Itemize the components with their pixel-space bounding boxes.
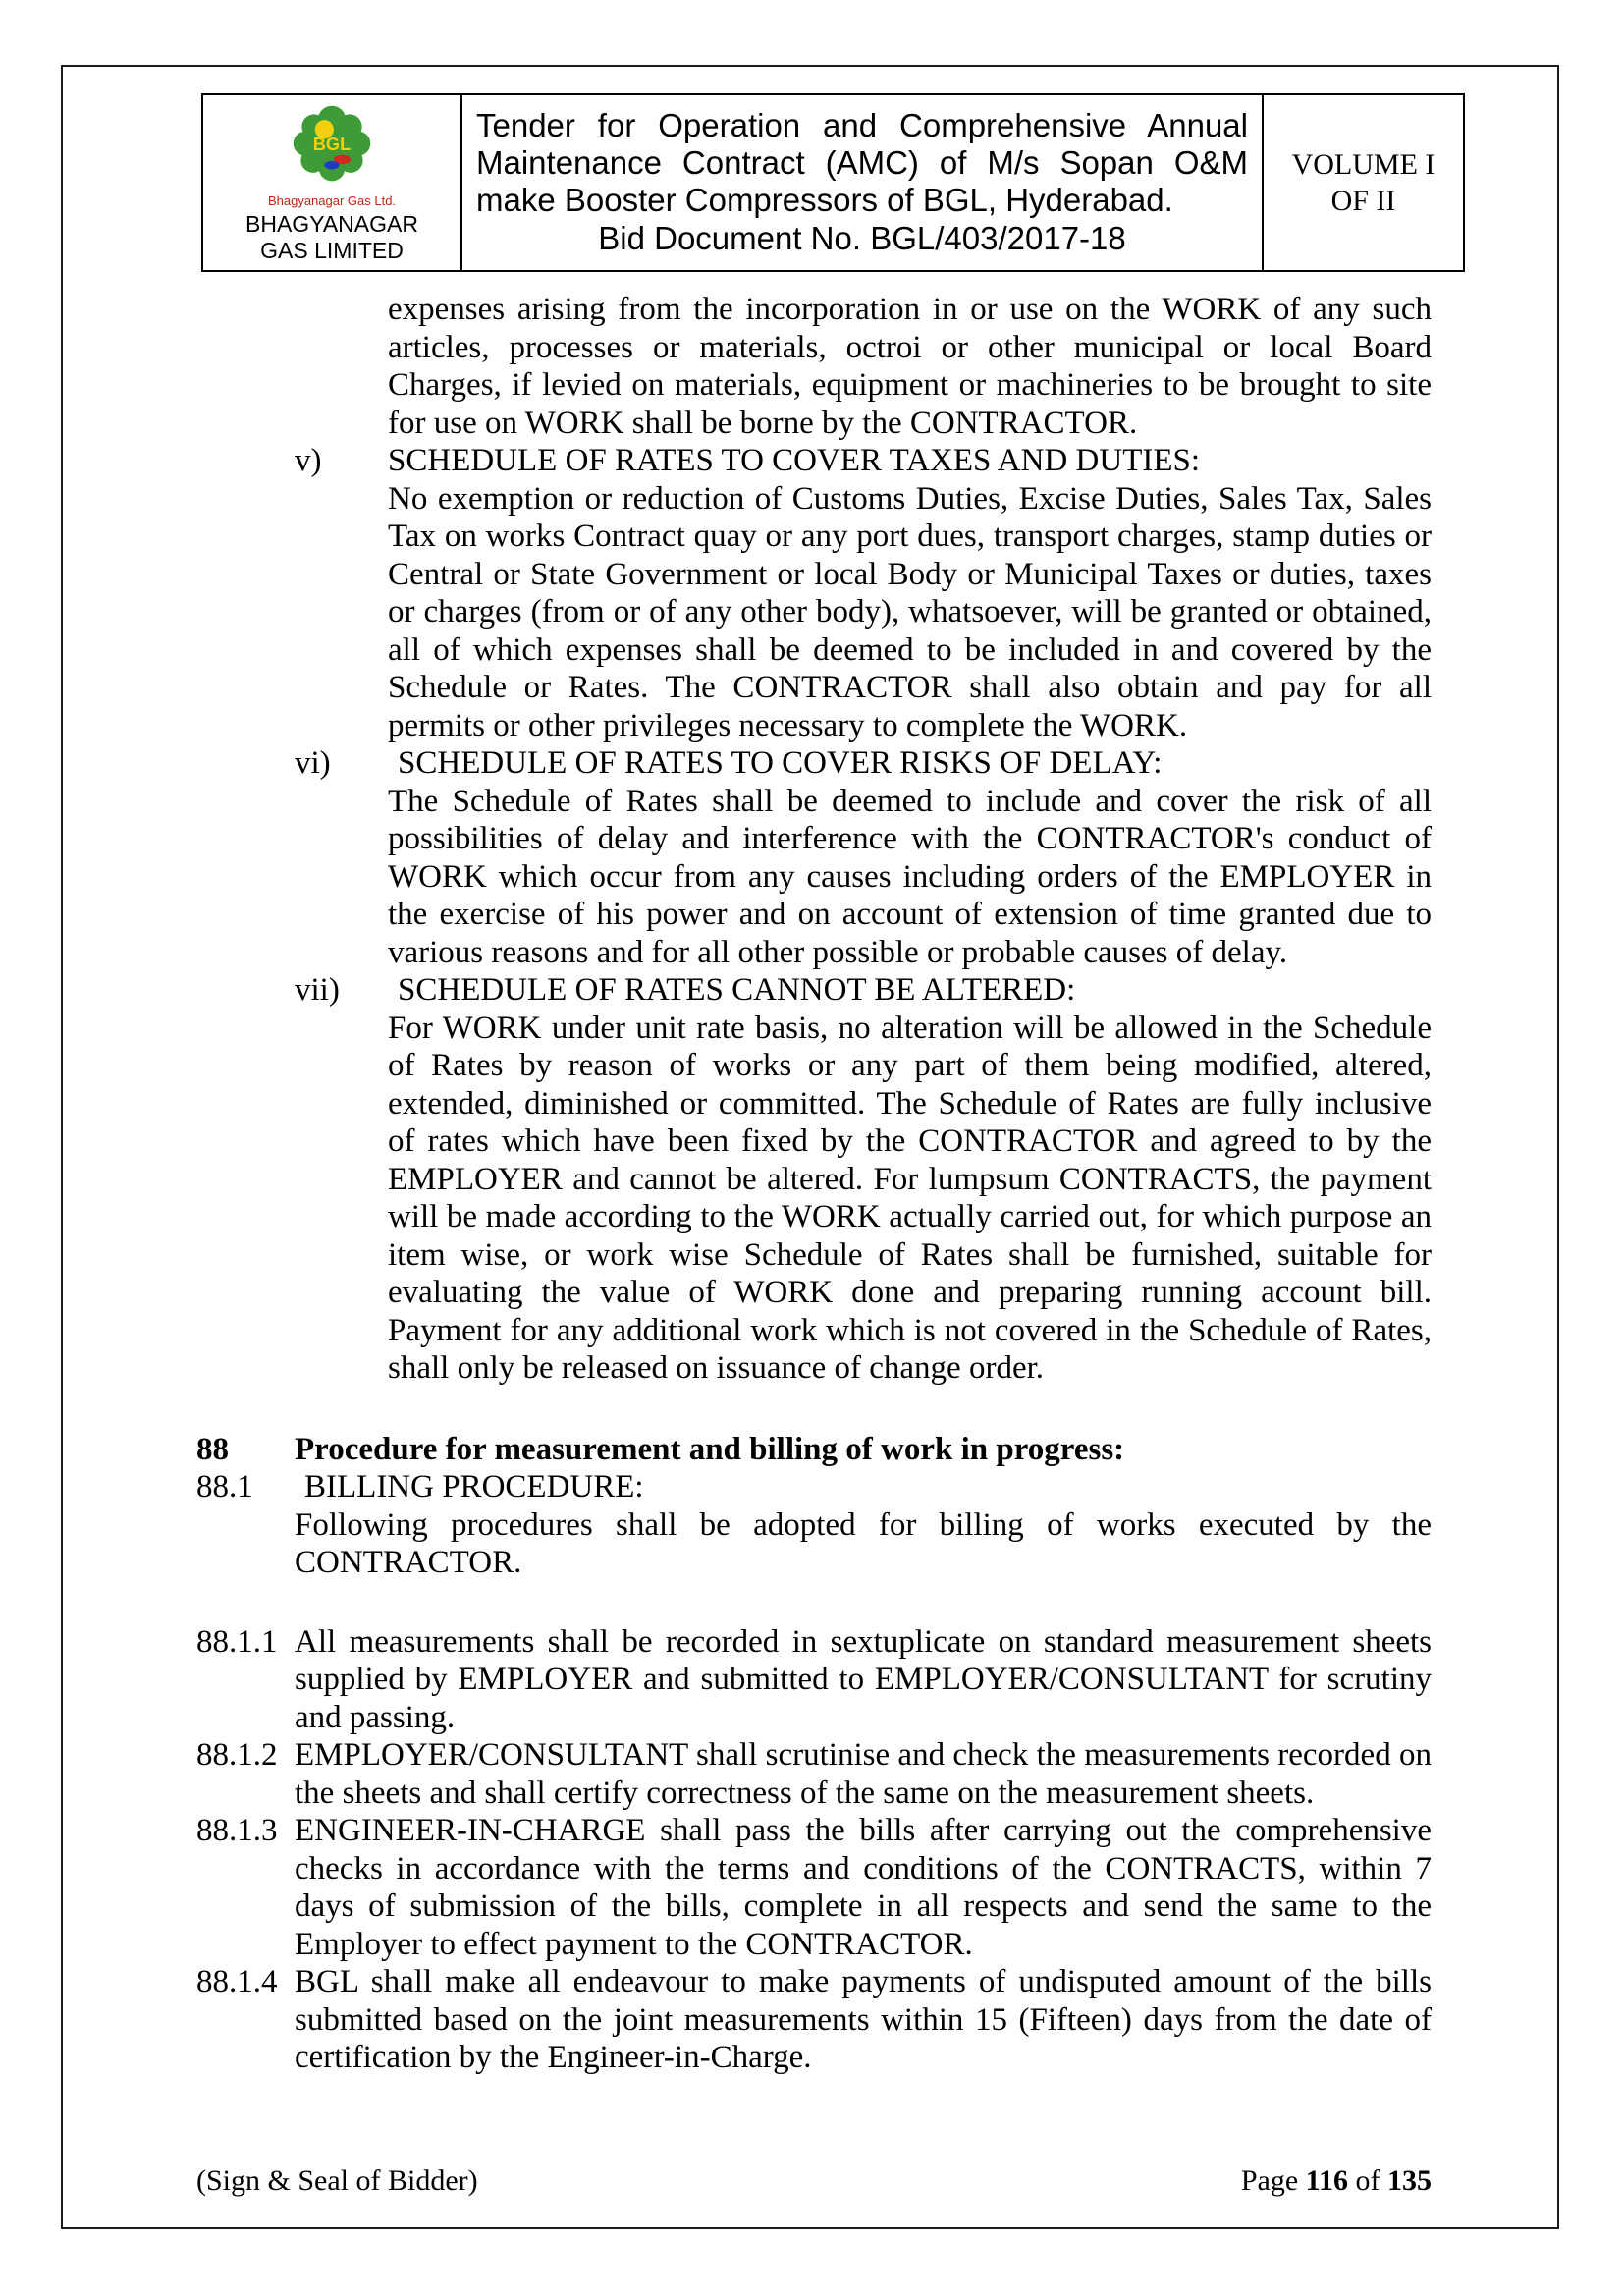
logo-caption: Bhagyanagar Gas Ltd. bbox=[267, 193, 397, 208]
clause-vii-marker: vii) bbox=[295, 972, 340, 1008]
document-body bbox=[196, 291, 1432, 2077]
section-88-1-heading: BILLING PROCEDURE: bbox=[304, 1469, 644, 1504]
section-88-1-text: Following procedures shall be adopted for billing of works executed by the CONTRACTOR. bbox=[295, 1506, 1432, 1580]
section-88-1-3-text: ENGINEER-IN-CHARGE shall pass the bills after carrying out the comprehensive checks in accordance with the terms and conditions of the CONTRACTS, within 7 days of submission of the bills, complete in all respects and send the same to the Employer to effect payment to the CONTRACTOR. bbox=[295, 1813, 1432, 1962]
section-88-1-2-text: EMPLOYER/CONSULTANT shall scrutinise and check the measurements recorded on the sheets and shall certify correctness of the same on the measurement sheets. bbox=[295, 1737, 1432, 1811]
clause-v-text: No exemption or reduction of Customs Duties, Excise Duties, Sales Tax, Sales Tax on works Contract quay or any port dues, transport charges, stamp duties or Central or State Government or local Body or Municipal Taxes or duties, taxes or charges (from or of any other body), whatsoever, will be granted or obtained, all of which expenses shall be deemed to be included in and covered by the Schedule or Rates. The CONTRACTOR shall also obtain and pay for all permits or other privileges necessary to complete the WORK. bbox=[388, 480, 1432, 743]
bgl-logo-icon bbox=[285, 101, 379, 196]
section-88-heading: Procedure for measurement and billing of work in progress: bbox=[295, 1431, 1125, 1467]
clause-vi-text: The Schedule of Rates shall be deemed to include and cover the risk of all possibilities of delay and interference with the CONTRACTOR's conduct of WORK which occur from any causes including orders of the EMPLOYER in the exercise of his power and on account of extension of time granted due to various reasons and for all other possible or probable causes of delay. bbox=[388, 783, 1432, 970]
of-label: of bbox=[1355, 2164, 1380, 2197]
clause-vii bbox=[295, 971, 1432, 1388]
clause-v bbox=[295, 442, 1432, 744]
bid-document-number: Bid Document No. BGL/403/2017-18 bbox=[598, 220, 1126, 256]
section-88-1 bbox=[196, 1468, 1432, 1582]
clause-vii-heading: SCHEDULE OF RATES CANNOT BE ALTERED: bbox=[398, 972, 1076, 1008]
clause-vi bbox=[295, 744, 1432, 971]
section-88-1-4-number: 88.1.4 bbox=[196, 1964, 278, 1999]
intro-paragraph: expenses arising from the incorporation in or use on the WORK of any such articles, processes or materials, octroi or other municipal or local Board Charges, if levied on materials, equipment or machineries to be brought to site for use on WORK shall be borne by the CONTRACTOR. bbox=[388, 292, 1432, 441]
section-88-1-2 bbox=[196, 1736, 1432, 1812]
section-88-1-4 bbox=[196, 1963, 1432, 2077]
section-88-1-1-text: All measurements shall be recorded in sextuplicate on standard measurement sheets supplied by EMPLOYER and submitted to EMPLOYER/CONSULTANT for scrutiny and passing. bbox=[295, 1623, 1432, 1735]
section-88-1-2-number: 88.1.2 bbox=[196, 1737, 278, 1773]
section-88-1-3-number: 88.1.3 bbox=[196, 1813, 278, 1848]
clause-vii-text: For WORK under unit rate basis, no alteration will be allowed in the Schedule of Rates by reason of works or any part of them being modified, altered, extended, diminished or committed. The Schedule of Rates are fully inclusive of rates which have been fixed by the CONTRACTOR and agreed to by the EMPLOYER and cannot be altered. For lumpsum CONTRACTS, the payment will be made according to the WORK actually carried out, for which purpose an item wise, or work wise Schedule of Rates shall be furnished, suitable for evaluating the value of WORK done and preparing running account bill. Payment for any additional work which is not covered in the Schedule of Rates, shall only be released on issuance of change order. bbox=[388, 1010, 1432, 1386]
header-title-cell bbox=[460, 95, 1262, 270]
volume-line-2: OF II bbox=[1330, 185, 1396, 217]
page-number bbox=[1241, 2163, 1432, 2199]
section-88-1-1-number: 88.1.1 bbox=[196, 1623, 278, 1660]
section-88-1-3 bbox=[196, 1812, 1432, 1963]
document-header bbox=[201, 93, 1465, 272]
clause-v-marker: v) bbox=[295, 443, 322, 478]
organization-name: BHAGYANAGAR GAS LIMITED bbox=[245, 211, 418, 263]
clause-vi-marker: vi) bbox=[295, 745, 331, 781]
sign-seal-label: (Sign & Seal of Bidder) bbox=[196, 2164, 478, 2197]
section-88-1-number: 88.1 bbox=[196, 1469, 253, 1504]
page-current: 116 bbox=[1305, 2164, 1348, 2197]
page-total: 135 bbox=[1387, 2164, 1432, 2197]
section-88 bbox=[196, 1431, 1432, 1469]
page-label: Page bbox=[1240, 2164, 1299, 2197]
section-88-1-4-text: BGL shall make all endeavour to make payments of undisputed amount of the bills submitted based on the joint measurements within 15 (Fifteen) days from the date of certification by the Engineer-in-Charge. bbox=[295, 1964, 1432, 2075]
tender-title: Tender for Operation and Comprehensive Annual Maintenance Contract (AMC) of M/s Sopan O&M make Booster Compressors of BGL, Hyderabad. bbox=[476, 107, 1248, 218]
section-88-number: 88 bbox=[196, 1431, 229, 1467]
clause-vi-heading: SCHEDULE OF RATES TO COVER RISKS OF DELAY: bbox=[398, 745, 1163, 781]
section-88-1-1 bbox=[196, 1623, 1432, 1737]
header-volume-cell bbox=[1262, 95, 1463, 270]
page-footer bbox=[196, 2163, 1432, 2199]
logo-text: BGL bbox=[312, 134, 352, 154]
volume-line-1: VOLUME I bbox=[1291, 148, 1435, 181]
header-logo-cell bbox=[203, 95, 460, 270]
clause-v-heading: SCHEDULE OF RATES TO COVER TAXES AND DUTIES: bbox=[388, 443, 1201, 478]
